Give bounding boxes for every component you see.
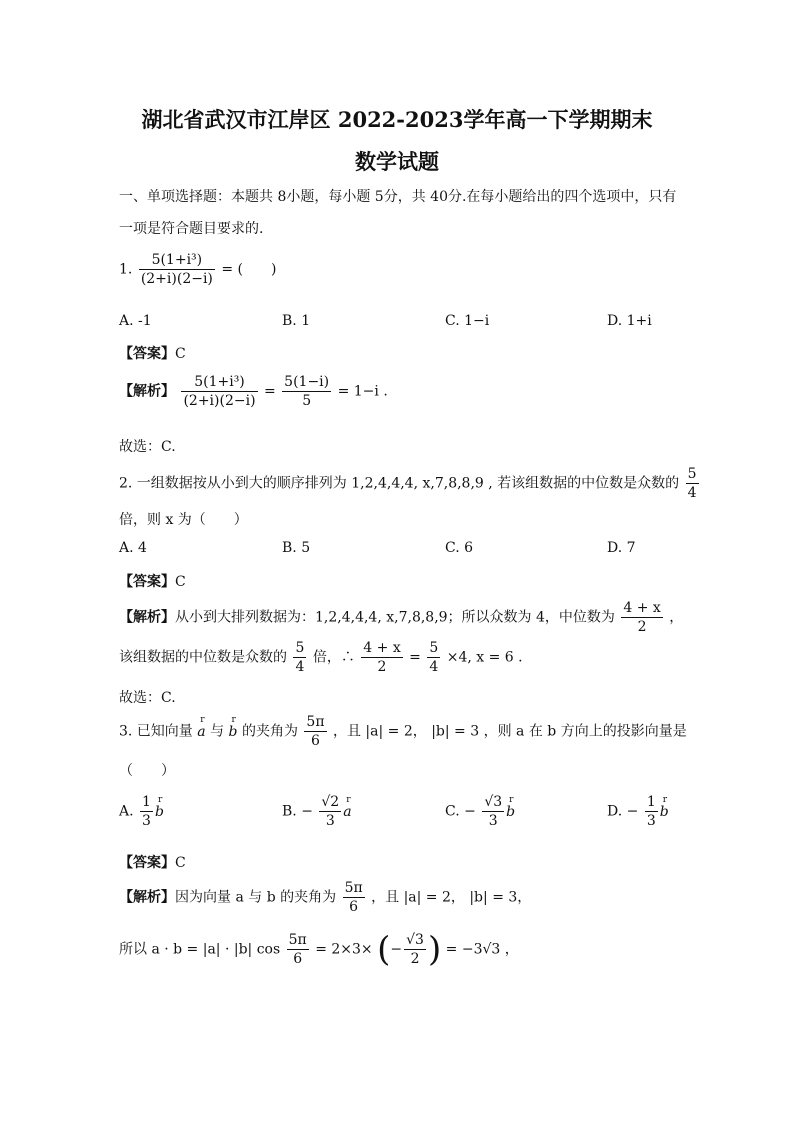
q2-option-c: C. 6	[445, 540, 474, 556]
q1-answer	[119, 343, 186, 363]
question-3-with: 与	[210, 723, 225, 740]
q3-option-b-denominator: 3	[325, 813, 335, 829]
q2-sol-fraction-4	[427, 640, 440, 675]
question-2-numerator: 5	[687, 466, 697, 482]
vector-a: r a	[197, 724, 205, 740]
q1-sol-numerator-2: 5(1−i)	[284, 374, 330, 390]
q3-option-d-numerator: 1	[646, 794, 656, 810]
q3-sol-tail-1: ，且 |a| = 2， |b| = 3，	[371, 889, 532, 906]
q3-option-a-numerator: 1	[142, 794, 151, 810]
q2-answer-value: C	[175, 574, 186, 590]
q1-option-c: C. 1−i	[445, 313, 490, 329]
q3-sol-numerator-1: 5π	[344, 880, 363, 896]
q2-sol-text-1: 从小到大排列数据为：1,2,4,4,4, x,7,8,8,9；所以众数为 4，中位数为	[175, 609, 615, 626]
q3-option-d-denominator: 3	[646, 813, 656, 829]
q3-sol-fraction-1	[343, 880, 365, 915]
question-1-number: 1.	[119, 261, 133, 278]
q3-option-a-fraction	[140, 794, 153, 829]
q3-option-b-label: B.	[282, 803, 297, 820]
q3-answer-value: C	[175, 855, 186, 871]
q3-sol-denominator-2: 6	[293, 951, 303, 967]
q3-sol-left-paren: (	[377, 929, 391, 970]
q3-option-b-numerator: √2	[321, 794, 340, 810]
q3-option-b-vector: r a	[343, 804, 351, 820]
q3-option-c-numerator: √3	[484, 794, 503, 810]
q3-sol-inner-denominator: 2	[410, 951, 420, 967]
section-instruction-2: 一项是符合题目要求的.	[119, 221, 264, 237]
question-3-angle-numerator: 5π	[306, 714, 325, 730]
question-3-angle-denominator: 6	[311, 733, 320, 749]
q3-option-a-label: A.	[119, 803, 134, 820]
q2-sol-fraction-3	[361, 640, 402, 675]
section-instruction-1: 一、单项选择题：本题共 8小题，每小题 5分，共 40分.在每小题给出的四个选项中，只有	[119, 189, 677, 205]
q1-analysis-label: 【解析】	[119, 383, 175, 400]
question-3-line-2: （ ）	[119, 763, 175, 779]
q3-analysis-label: 【解析】	[119, 889, 175, 906]
q1-option-d: D. 1+i	[607, 313, 652, 329]
q1-answer-value: C	[175, 346, 186, 362]
q3-option-a-vector: r b	[155, 804, 164, 820]
q1-sol-denominator-1: (2+i)(2−i)	[183, 393, 256, 409]
q3-sol-tail-2: = −3√3 ，	[445, 941, 519, 958]
q1-answer-label: 【答案】	[119, 346, 175, 362]
q3-option-d-label: D.	[607, 803, 623, 820]
question-3-angle-text: 的夹角为	[241, 723, 298, 740]
q3-analysis-line-2: 所以 a · b = |a| · |b| cos $\frac{5\pi}{6}$ = 2×3× (− $\frac{√3}{2}$ ) = −3√3 ，	[119, 929, 519, 970]
q2-sol-tail-1: ，	[669, 609, 684, 626]
q3-option-c-fraction	[482, 794, 504, 829]
question-2-line-1	[119, 466, 701, 501]
q3-sol-numerator-2: 5π	[288, 932, 307, 948]
q3-sol-mid-2: = 2×3×	[315, 941, 373, 958]
q3-option-d: D. − $\frac{1}{3}$ r b	[607, 794, 669, 829]
q2-analysis-line-1	[119, 600, 683, 635]
exam-title: 湖北省武汉市江岸区 2022-2023学年高一下学期期末	[141, 107, 653, 132]
q2-option-a: A. 4	[119, 540, 147, 556]
q3-option-b-fraction	[319, 794, 341, 829]
question-1-fraction	[139, 252, 215, 287]
question-2-fraction	[686, 466, 699, 501]
q2-sol-denominator-4: 4	[429, 659, 439, 675]
q3-sol-head-2: 所以 a · b = |a| · |b| cos	[119, 941, 281, 958]
q1-sol-fraction-2	[282, 374, 331, 409]
question-3-text-2: ，则 a 在 b 方向上的投影向量是	[483, 723, 687, 740]
q2-sol-denominator-2: 4	[295, 659, 305, 675]
q2-sol-fraction-2	[293, 640, 306, 675]
q2-sol-numerator-3: 4 + x	[363, 640, 401, 656]
q2-option-d: D. 7	[607, 540, 636, 556]
q2-sol-denominator-3: 2	[377, 659, 387, 675]
question-3-angle-fraction	[304, 714, 326, 749]
q2-sol-text-2: 该组数据的中位数是众数的	[119, 649, 287, 666]
question-1	[119, 252, 276, 287]
question-3-mag-b: |b| = 3	[431, 723, 480, 740]
question-3-line-1	[119, 714, 687, 749]
q3-sol-denominator-1: 6	[349, 899, 359, 915]
q1-option-a: A. -1	[119, 313, 152, 329]
question-2-text: 2. 一组数据按从小到大的顺序排列为 1,2,4,4,4, x,7,8,8,9 , 若该组数据的中位数是众数的	[119, 475, 680, 492]
q1-sol-fraction-1	[181, 374, 257, 409]
q1-conclusion: 故选：C.	[119, 439, 176, 455]
q1-sol-equals: =	[263, 383, 276, 400]
q2-conclusion: 故选：C.	[119, 690, 176, 706]
q3-sol-text-1: 因为向量 a 与 b 的夹角为	[175, 889, 337, 906]
q3-analysis-line-1	[119, 880, 531, 915]
question-3-mag-a: ，且 |a| = 2，	[332, 723, 427, 740]
q2-sol-mid: 倍，∴	[312, 649, 355, 666]
q3-option-c-denominator: 3	[488, 813, 498, 829]
q2-analysis-label: 【解析】	[119, 609, 175, 626]
q2-answer-label: 【答案】	[119, 574, 175, 590]
q1-sol-denominator-2: 5	[302, 393, 312, 409]
vector-b: r b	[229, 724, 238, 740]
question-2-denominator: 4	[687, 485, 697, 501]
q2-sol-numerator-2: 5	[295, 640, 305, 656]
q3-option-d-fraction	[645, 794, 658, 829]
q3-sol-fraction-2	[287, 932, 309, 967]
q1-sol-numerator-1: 5(1+i³)	[181, 374, 257, 392]
question-3-text-1: 3. 已知向量	[119, 723, 193, 740]
q1-option-b: B. 1	[282, 313, 311, 329]
q3-option-a	[119, 794, 164, 829]
q2-option-b: B. 5	[282, 540, 311, 556]
q1-analysis	[119, 374, 388, 409]
q3-option-c: C. − $\frac{√3}{3}$ r b	[445, 794, 515, 829]
q2-sol-fraction-1	[621, 600, 662, 635]
q3-sol-inner-numerator: √3	[406, 932, 424, 948]
q3-sol-inner-fraction	[404, 932, 426, 967]
q2-answer	[119, 571, 186, 591]
q3-option-b: B. − $\frac{√2}{3}$ r a	[282, 794, 352, 829]
q3-option-d-vector: r b	[660, 804, 669, 820]
q3-option-c-vector: r b	[506, 804, 515, 820]
q3-option-a-denominator: 3	[142, 813, 151, 829]
q1-sol-tail: = 1−i .	[337, 383, 388, 400]
q3-option-c-label: C.	[445, 803, 460, 820]
question-1-numerator: 5(1+i³)	[139, 252, 215, 270]
q2-sol-numerator-1: 4 + x	[623, 600, 661, 616]
q2-sol-numerator-4: 5	[429, 640, 439, 656]
q3-answer	[119, 852, 186, 872]
q2-sol-equals: =	[409, 649, 421, 666]
q2-sol-denominator-1: 2	[637, 619, 647, 635]
question-1-denominator: (2+i)(2−i)	[140, 271, 213, 287]
exam-subtitle: 数学试题	[355, 149, 439, 174]
q3-answer-label: 【答案】	[119, 855, 175, 871]
q2-sol-tail-2: ×4, x = 6 .	[446, 649, 523, 666]
question-1-tail: = ( )	[221, 261, 277, 278]
q2-analysis-line-2	[119, 640, 523, 675]
question-2-line-2: 倍，则 x 为（ ）	[119, 512, 248, 528]
q3-sol-right-paren: )	[427, 929, 442, 970]
